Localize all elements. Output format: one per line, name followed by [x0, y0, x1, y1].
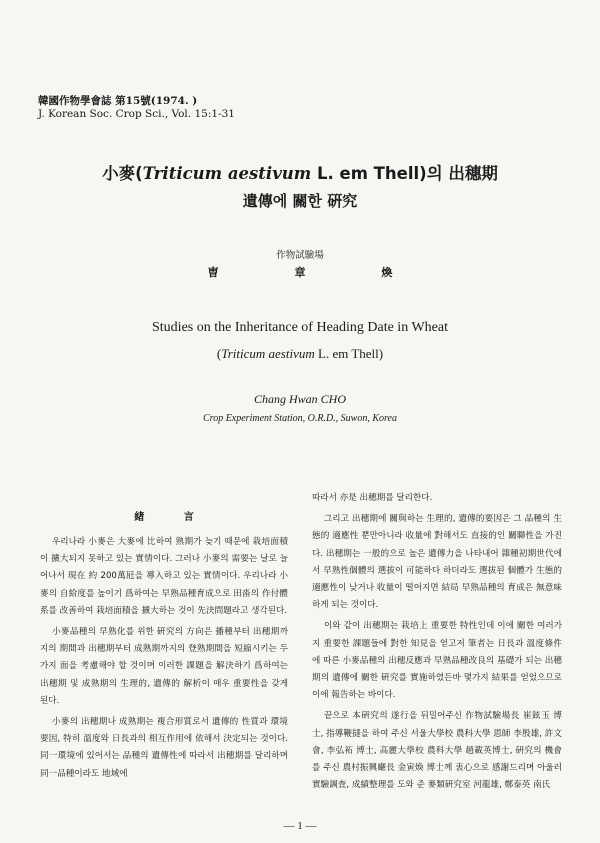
section-heading: 緖 言	[134, 512, 212, 523]
affiliation-en: Crop Experiment Station, O.R.D., Suwon, Korea	[203, 413, 397, 424]
paragraph: 小麥品種의 早熟化를 위한 硏究의 方向은 播種부터 出穗期까지의 期間과 出穗期부터 成熟期까지의 登熟期間을 短縮시키는 두가지 面을 考慮해야 할 것이며 이러한 課題을 解決하기 爲하여는 出穗期 및 成熟期의 生理的, 遺傳的 解析이 매우 重要性을 갖게 된다.	[40, 627, 288, 706]
title-en-line1: Studies on the Inheritance of Heading Date in Wheat	[152, 320, 448, 335]
paragraph: 끝으로 本硏究의 遂行을 뒤밀어주신 作物試驗場長 崔鉉玉 博士, 指導鞭撻을 하여 주신 서울大學校 農科大學 恩師 李殷雄, 許文會, 李弘祏 博士, 高麗大學校 農科大學 趙載英博士, 硏究의 機會를 주신 農村振興廳長 金寅煥 博士께 衷心으로 感謝드리며 아울러 實驗調査, 成績整理를 도와 준 麥類硏究室 河龍雄, 鄭泰英 南氏	[312, 711, 562, 791]
paragraph: 따라서 亦是 出穗期를 달리한다.	[312, 493, 433, 503]
title-en-rest: L. em Thell)	[314, 346, 384, 361]
right-column	[312, 490, 562, 794]
affiliation-ko: 作物試驗場	[276, 250, 324, 261]
paragraph: 그리고 出穗期에 關與하는 生理的, 遺傳的要因은 그 品種의 生態的 適應性 뿐만아니라 收量에 對해서도 直接的인 關聯性을 가진다. 出穗期는 一般的으로 높은 遺傳力을 나타내어 雜種初期世代에서 早熟性個體의 選拔이 可能하다 하더라도 選拔된 個體가 生態的 適應性이 낮거나 收量이 떨어지면 結局 早熟品種의 育成은 無意味하게 되는 것이다.	[312, 514, 562, 611]
title-ko-prefix: 小麥(	[102, 164, 143, 183]
journal-name-ko: 韓國作物學會誌 第15號(1974. )	[38, 95, 198, 107]
title-ko-species: Triticum aestivum	[142, 164, 312, 183]
paragraph: 이와 같이 出穗期는 栽培上 重要한 特性인데 이에 關한 여러가지 重要한 課題들에 對한 知見을 얻고저 筆者는 日長과 溫度條件에 따른 小麥品種의 出穗反應과 早熟品種改良의 基礎가 되는 出穗期의 遺傳에 關한 硏究를 實施하였든바 몇가지 結果를 얻었으므로 이에 報告하는 바이다.	[312, 621, 562, 701]
title-ko-line2: 遺傳에 關한 硏究	[242, 192, 358, 210]
title-en-species: Triticum aestivum	[221, 346, 315, 361]
author-ko: 曺 章 煥	[207, 266, 429, 279]
title-ko-line1	[0, 160, 600, 184]
paragraph: 우리나라 小麥은 大麥에 比하여 熟期가 늦기 때문에 栽培面積이 擴大되지 못하고 있는 實情이다. 그러나 小麥의 需要는 날로 늘어나서 現在 約 200萬瓩을 導入하고 있는 實情이다. 우리나라 小麥의 自給度를 높이기 爲하여는 早熟品種育成으로 田畓의 作付體系를 改善하여 栽培面積을 擴大하는 것이 先決問題라고 생각된다.	[40, 537, 288, 616]
paragraph: 小麥의 出穗期나 成熟期는 複合形質로서 遺傳的 性質과 環境要因, 特히 溫度와 日長과의 相互作用에 依해서 決定되는 것이다. 同一環境에 있어서는 品種의 遺傳性에 따라서 出穗期를 달리하며 同一品種이라도 地域에	[40, 717, 288, 779]
left-column	[40, 534, 288, 783]
journal-header	[38, 95, 235, 121]
page-number: — 1 —	[283, 820, 317, 832]
journal-name-en: J. Korean Soc. Crop Sci., Vol. 15:1-31	[38, 108, 235, 120]
title-ko-suffix: L. em Thell)의 出穗期	[311, 164, 498, 183]
title-en-open: (	[216, 346, 222, 361]
title-en-line2	[0, 346, 600, 362]
author-en: Chang Hwan CHO	[253, 392, 346, 406]
